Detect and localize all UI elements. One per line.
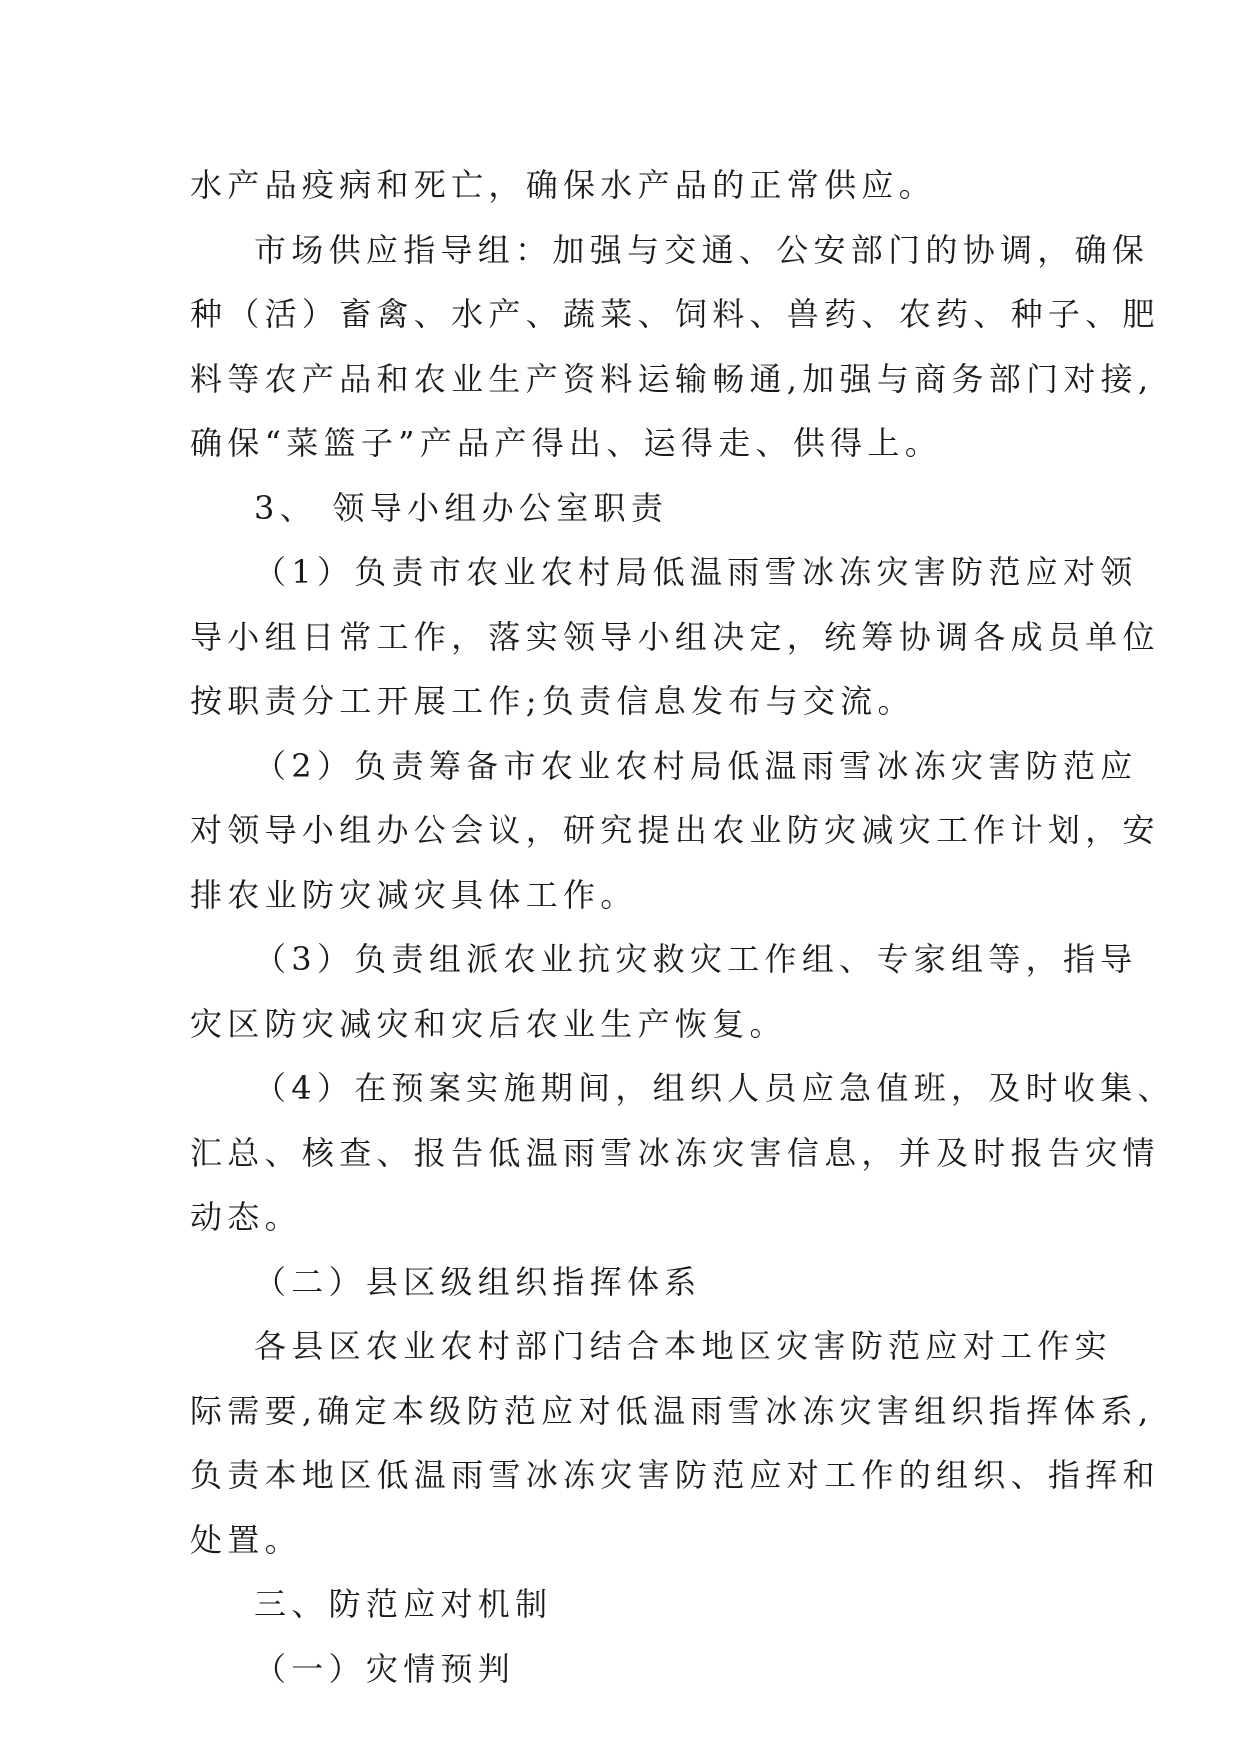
paragraph-line: （2）负责筹备市农业农村局低温雨雪冰冻灾害防范应 [254, 746, 1138, 785]
paragraph-line: 动态。 [190, 1198, 302, 1236]
paragraph-line: 料等农产品和农业生产资料运输畅通,加强与商务部门对接, [190, 359, 1154, 398]
paragraph-line: 排农业防灾减灾具体工作。 [190, 875, 638, 914]
paragraph-line: 负责本地区低温雨雪冰冻灾害防范应对工作的组织、指挥和 [190, 1456, 1160, 1494]
section-heading: （一）灾情预判 [254, 1649, 516, 1688]
body-text [190, 153, 1175, 1701]
paragraph-line: 市场供应指导组：加强与交通、公安部门的协调，确保 [254, 230, 1150, 269]
paragraph-line: （3）负责组派农业抗灾救灾工作组、专家组等，指导 [254, 940, 1138, 978]
paragraph-line: 按职责分工开展工作;负责信息发布与交流。 [190, 682, 915, 720]
paragraph-line: 处置。 [190, 1520, 302, 1559]
section-heading: 三、防范应对机制 [254, 1585, 553, 1623]
paragraph-line: 导小组日常工作，落实领导小组决定，统筹协调各成员单位 [190, 617, 1160, 656]
paragraph-line: 水产品疫病和死亡，确保水产品的正常供应。 [190, 166, 937, 204]
paragraph-line: 际需要,确定本级防范应对低温雨雪冰冻灾害组织指挥体系, [190, 1391, 1154, 1430]
paragraph-line: 灾区防灾减灾和灾后农业生产恢复。 [190, 1004, 787, 1043]
paragraph-line: （4）在预案实施期间，组织人员应急值班，及时收集、 [254, 1069, 1175, 1107]
paragraph-line: 确保“菜篮子”产品产得出、运得走、供得上。 [190, 424, 943, 462]
paragraph-line: （1）负责市农业农村局低温雨雪冰冻灾害防范应对领 [254, 553, 1138, 591]
paragraph-line: 汇总、核查、报告低温雨雪冰冻灾害信息，并及时报告灾情 [190, 1133, 1160, 1172]
section-heading: 3、 领导小组办公室职责 [254, 488, 669, 527]
paragraph-line: 对领导小组办公会议，研究提出农业防灾减灾工作计划，安 [190, 811, 1160, 849]
section-heading: （二）县区级组织指挥体系 [254, 1262, 702, 1301]
paragraph-line: 各县区农业农村部门结合本地区灾害防范应对工作实 [254, 1327, 1112, 1365]
paragraph-line: 种（活）畜禽、水产、蔬菜、饲料、兽药、农药、种子、肥 [190, 295, 1160, 333]
